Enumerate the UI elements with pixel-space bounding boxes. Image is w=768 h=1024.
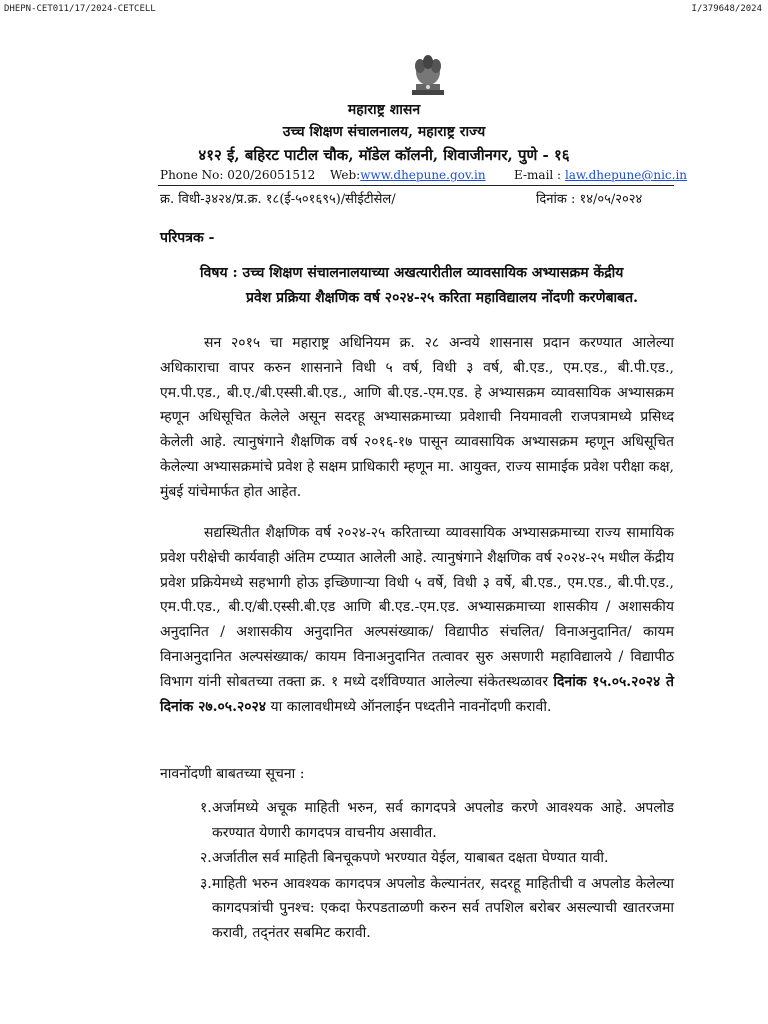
document-id-left: DHEPN-CET011/17/2024-CETCELL bbox=[4, 4, 156, 14]
web-label: Web: bbox=[330, 168, 361, 182]
email bbox=[514, 168, 687, 182]
list-item-number: २. bbox=[200, 850, 212, 866]
contact-row bbox=[160, 168, 688, 184]
department-title: उच्च शिक्षण संचालनालय, महाराष्ट्र राज्य bbox=[282, 124, 486, 140]
list-item-number: १. bbox=[200, 800, 212, 816]
email-link[interactable]: law.dhepune@nic.in bbox=[564, 168, 688, 182]
subject-line-2: प्रवेश प्रक्रिया शैक्षणिक वर्ष २०२४-२५ करिता महाविद्यालय नोंदणी करणेबाबत. bbox=[246, 290, 639, 306]
email-label: E-mail : bbox=[514, 168, 562, 182]
website bbox=[330, 168, 486, 182]
document-id-right: I/379648/2024 bbox=[691, 4, 762, 14]
website-link[interactable]: www.dhepune.gov.in bbox=[360, 168, 486, 182]
circular-heading: परिपत्रक - bbox=[160, 230, 215, 246]
office-address: ४१२ ई, बहिरट पाटील चौक, मॉडेल कॉलनी, शिवाजीनगर, पुणे - १६ bbox=[198, 146, 570, 164]
list-item-text: अर्जातील सर्व माहिती बिनचूकपणे भरण्यात येईल, याबाबत दक्षता घेण्यात यावी. bbox=[212, 850, 609, 866]
header-divider bbox=[158, 185, 674, 186]
reference-number: क्र. विधी-३४२४/प्र.क्र. १८(ई-५०१६९५)/सीईटीसेल/ bbox=[160, 192, 396, 207]
list-item bbox=[160, 796, 674, 845]
list-item bbox=[160, 846, 674, 871]
list-item-text: अर्जामध्ये अचूक माहिती भरुन, सर्व कागदपत्रे अपलोड करणे आवश्यक आहे. अपलोड करण्यात येणारी कागदपत्र वाचनीय असावीत. bbox=[212, 800, 674, 841]
state-emblem-icon bbox=[408, 52, 448, 96]
reference-date: दिनांक : १४/०५/२०२४ bbox=[536, 192, 643, 207]
paragraph-1 bbox=[160, 331, 674, 505]
government-title: महाराष्ट्र शासन bbox=[347, 102, 421, 118]
list-item-number: ३. bbox=[200, 875, 212, 892]
instructions-list bbox=[160, 796, 674, 946]
subject-line-1: विषय : उच्च शिक्षण संचालनालयाच्या अखत्यारीतील व्यावसायिक अभ्यासक्रम केंद्रीय bbox=[200, 265, 624, 281]
phone-number: Phone No: 020/26051512 bbox=[160, 168, 316, 182]
paragraph-2-text: सद्यस्थितीत शैक्षणिक वर्ष २०२४-२५ करिताच्या व्यावसायिक अभ्यासक्रमाच्या राज्य सामायिक प्रवेश परीक्षेची कार्यवाही अंतिम टप्प्यात आलेली आहे. त्यानुषंगाने शैक्षणिक वर्ष २०२४-२५ मधील केंद्रीय प्रवेश प्रक्रियेमध्ये सहभागी होऊ इच्छिणाऱ्या विधी ५ वर्षे, विधी ३ वर्षे, बी.एड., एम.एड., बी.पी.एड., एम.पी.एड., बी.ए/बी.एस्सी.बी.एड आणि बी.एड.-एम.एड. अभ्यासक्रमाच्या शासकीय / अशासकीय अनुदानित / अशासकीय अनुदानित अल्पसंख्याक/ विद्यापीठ संचलित/ विनाअनुदानित/ कायम विनाअनुदानित अल्पसंख्याक/ कायम विनाअनुदानित तत्वावर सुरु असणारी महाविद्यालये / विद्यापीठ विभाग यांनी सोबतच्या तक्ता क्र. १ मध्ये दर्शविण्यात आलेल्या संकेतस्थळावर bbox=[160, 525, 674, 690]
list-item-text: माहिती भरुन आवश्यक कागदपत्र अपलोड केल्यानंतर, सदरहू माहितीची व अपलोड केलेल्या कागदपत्रांची पुनश्च: एकदा फेरपडताळणी करुन सर्व तपशिल बरोबर असल्याची खातरजमा करावी, तद्नंतर सबमिट करावी. bbox=[212, 875, 674, 941]
subject bbox=[200, 261, 674, 311]
list-item bbox=[160, 872, 674, 946]
registration-dates: दिनांक १५.०५.२०२४ ते दिनांक २७.०५.२०२४ bbox=[160, 673, 674, 715]
paragraph-2-end: या कालावधीमध्ये ऑनलाईन पध्दतीने नावनोंदणी करावी. bbox=[270, 698, 552, 715]
instructions-heading: नावनोंदणी बाबतच्या सूचना : bbox=[160, 766, 305, 782]
paragraph-1-text: सन २०१५ चा महाराष्ट्र अधिनियम क्र. २८ अन्वये शासनास प्रदान करण्यात आलेल्या अधिकाराचा वापर करुन शासनाने विधी ५ वर्ष, विधी ३ वर्ष, बी.एड., एम.एड., बी.पी.एड., एम.पी.एड., बी.ए./बी.एस्सी.बी.एड., आणि बी.एड.-एम.एड. हे अभ्यासक्रम व्यावसायिक अभ्यासक्रम म्हणून अधिसूचित केलेले असून सदरहू अभ्यासक्रमाच्या प्रवेशाची नियमावली राजपत्रामध्ये प्रसिध्द केलेली आहे. त्यानुषंगाने शैक्षणिक वर्ष २०१६-१७ पासून व्यावसायिक अभ्यासक्रम म्हणून अधिसूचित केलेल्या अभ्यासक्रमांचे प्रवेश हे सक्षम प्राधिकारी म्हणून मा. आयुक्त, राज्य सामाईक प्रवेश परीक्षा कक्ष, मुंबई यांचेमार्फत होत आहेत. bbox=[160, 335, 674, 500]
paragraph-2 bbox=[160, 521, 674, 719]
